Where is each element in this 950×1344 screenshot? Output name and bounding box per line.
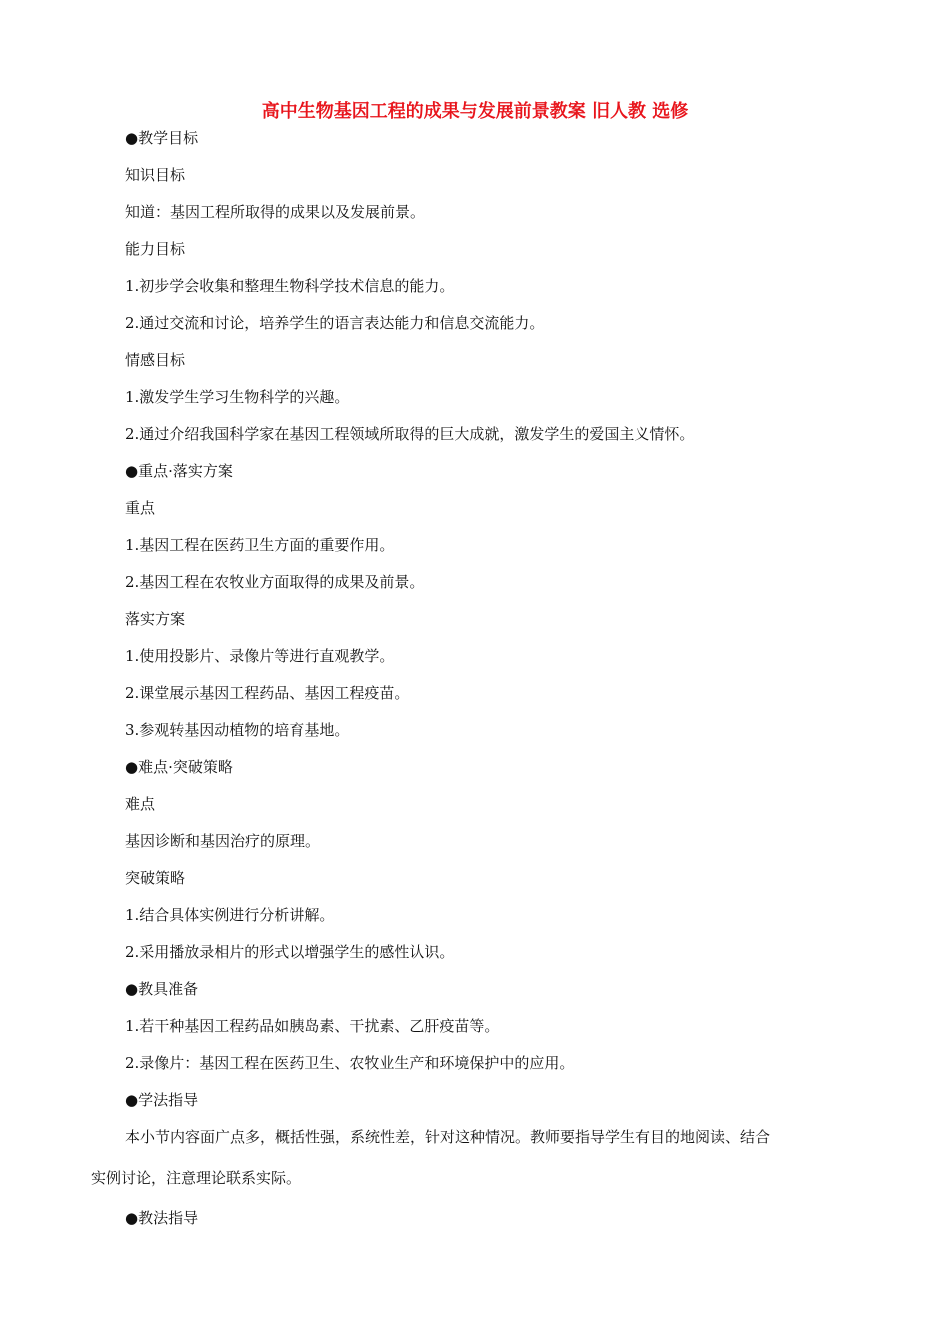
subheading-emotion-goal: 情感目标 [125,351,186,369]
subheading-knowledge-goal: 知识目标 [125,166,186,184]
list-item: 1.基因工程在医药卫生方面的重要作用。 [125,536,395,554]
section-heading-teaching-aids: ●教具准备 [125,980,199,998]
list-item: 1.结合具体实例进行分析讲解。 [125,906,335,924]
list-item: 1.若干种基因工程药品如胰岛素、干扰素、乙肝疫苗等。 [125,1017,500,1035]
learning-guide-paragraph [91,1126,863,1189]
list-item: 2.通过交流和讨论，培养学生的语言表达能力和信息交流能力。 [125,314,545,332]
section-heading-objectives: ●教学目标 [125,129,199,147]
list-item: 2.采用播放录相片的形式以增强学生的感性认识。 [125,943,455,961]
subheading-implementation: 落实方案 [125,610,186,628]
section-heading-key-points: ●重点·落实方案 [125,462,233,480]
text-line: 基因诊断和基因治疗的原理。 [125,832,321,850]
list-item: 2.课堂展示基因工程药品、基因工程疫苗。 [125,684,410,702]
subheading-difficulties: 难点 [125,795,156,813]
document-title: 高中生物基因工程的成果与发展前景教案 旧人教 选修 [261,101,689,122]
list-item: 2.通过介绍我国科学家在基因工程领域所取得的巨大成就，激发学生的爱国主义情怀。 [125,425,695,443]
list-item: 1.激发学生学习生物科学的兴趣。 [125,388,350,406]
section-heading-difficulties: ●难点·突破策略 [125,758,233,776]
paragraph-line: 本小节内容面广点多，概括性强，系统性差，针对这种情况。教师要指导学生有目的地阅读、结合 [125,1128,771,1146]
paragraph-line: 实例讨论，注意理论联系实际。 [91,1169,302,1187]
list-item: 2.录像片：基因工程在医药卫生、农牧业生产和环境保护中的应用。 [125,1054,575,1072]
list-item: 2.基因工程在农牧业方面取得的成果及前景。 [125,573,425,591]
list-item: 1.初步学会收集和整理生物科学技术信息的能力。 [125,277,455,295]
subheading-key-points: 重点 [125,499,156,517]
list-item: 3.参观转基因动植物的培育基地。 [125,721,350,739]
section-heading-teaching-guide: ●教法指导 [125,1209,199,1227]
list-item: 1.使用投影片、录像片等进行直观教学。 [125,647,395,665]
text-line: 知道：基因工程所取得的成果以及发展前景。 [125,203,426,221]
section-heading-learning-guide: ●学法指导 [125,1091,199,1109]
subheading-ability-goal: 能力目标 [125,240,186,258]
subheading-strategy: 突破策略 [125,869,186,887]
